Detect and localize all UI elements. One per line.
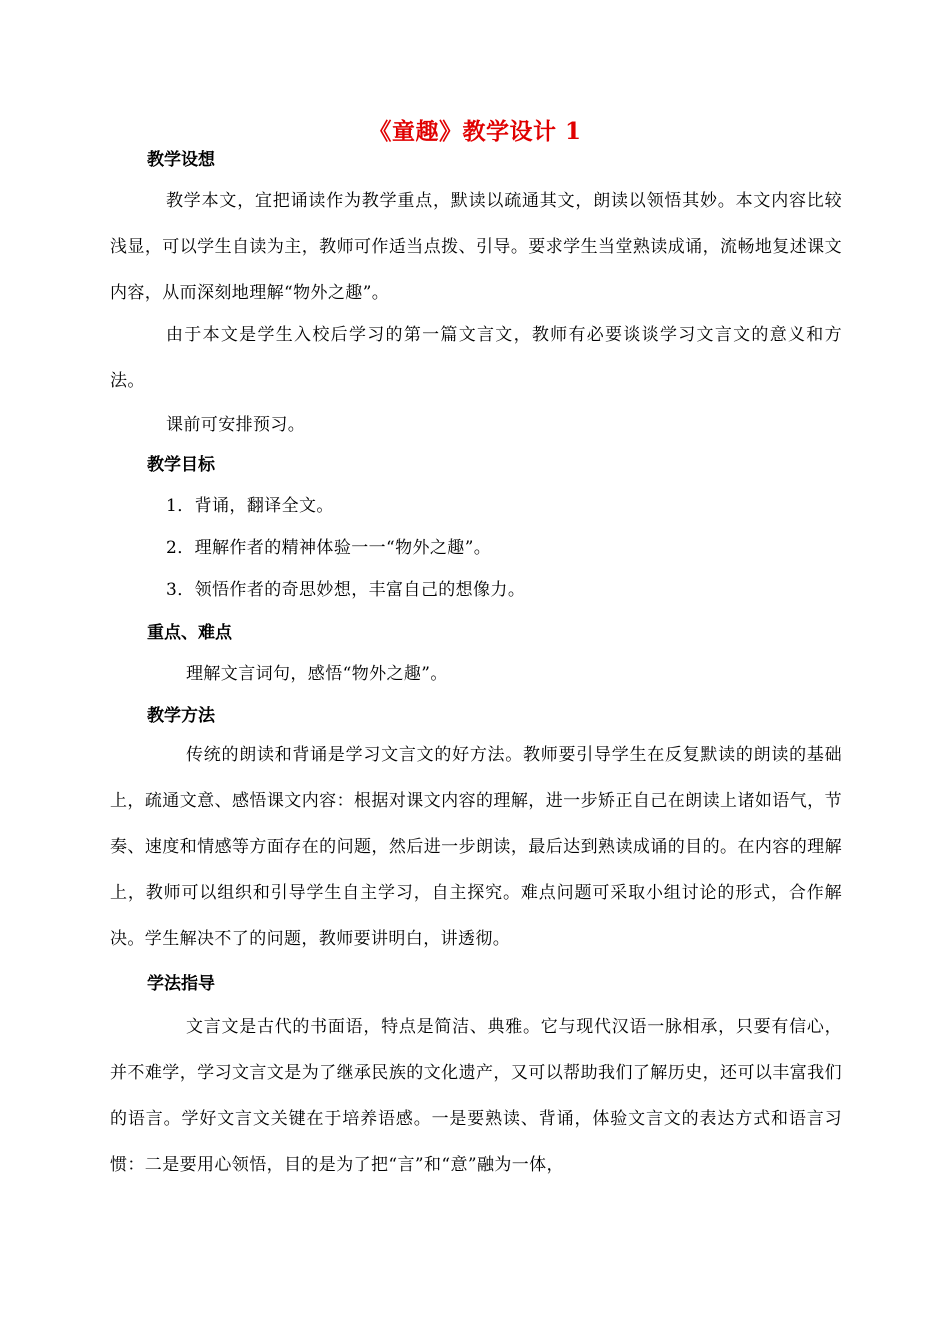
heading-study-guidance: 学法指导 [147, 974, 215, 994]
paragraph-key-points: 理解文言词句，感悟“物外之趣”。 [186, 664, 448, 684]
paragraph-teaching-method: 传统的朗读和背诵是学习文言文的好方法。教师要引导学生在反复默读的朗读的基础上，疏通文意、感悟课文内容：根据对课文内容的理解，进一步矫正自己在朗读上诸如语气，节奏、速度和情感等方面存在的问题，然后进一步朗读，最后达到熟读成诵的目的。在内容的理解上，教师可以组织和引导学生自主学习，自主探究。难点问题可采取小组讨论的形式，合作解决。学生解决不了的问题，教师要讲明白，讲透彻。 [110, 745, 842, 949]
goal-item-2: 2．理解作者的精神体验一一“物外之趣”。 [166, 538, 492, 558]
heading-teaching-goals: 教学目标 [147, 455, 215, 475]
document-title: 《童趣》教学设计 1 [368, 118, 582, 145]
heading-teaching-method: 教学方法 [147, 706, 215, 726]
goal-item-3: 3．领悟作者的奇思妙想，丰富自己的想像力。 [166, 580, 526, 600]
heading-teaching-design: 教学设想 [147, 150, 215, 170]
goal-item-1: 1．背诵，翻译全文。 [166, 496, 334, 516]
paragraph-study-guidance: 文言文是古代的书面语，特点是简洁、典雅。它与现代汉语一脉相承，只要有信心，并不难学，学习文言文是为了继承民族的文化遗产，又可以帮助我们了解历史，还可以丰富我们的语言。学好文言文关键在于培养语感。一是要熟读、背诵，体验文言文的表达方式和语言习惯：二是要用心领悟，目的是为了把“言”和“意”融为一体， [110, 1017, 842, 1175]
paragraph-design-2: 由于本文是学生入校后学习的第一篇文言文，教师有必要谈谈学习文言文的意义和方法。 [110, 325, 842, 391]
paragraph-design-3: 课前可安排预习。 [166, 415, 306, 435]
heading-key-points: 重点、难点 [147, 623, 232, 643]
paragraph-design-1: 教学本文，宜把诵读作为教学重点，默读以疏通其文，朗读以领悟其妙。本文内容比较浅显，可以学生自读为主，教师可作适当点拨、引导。要求学生当堂熟读成诵，流畅地复述课文内容，从而深刻地理解“物外之趣”。 [110, 191, 842, 303]
